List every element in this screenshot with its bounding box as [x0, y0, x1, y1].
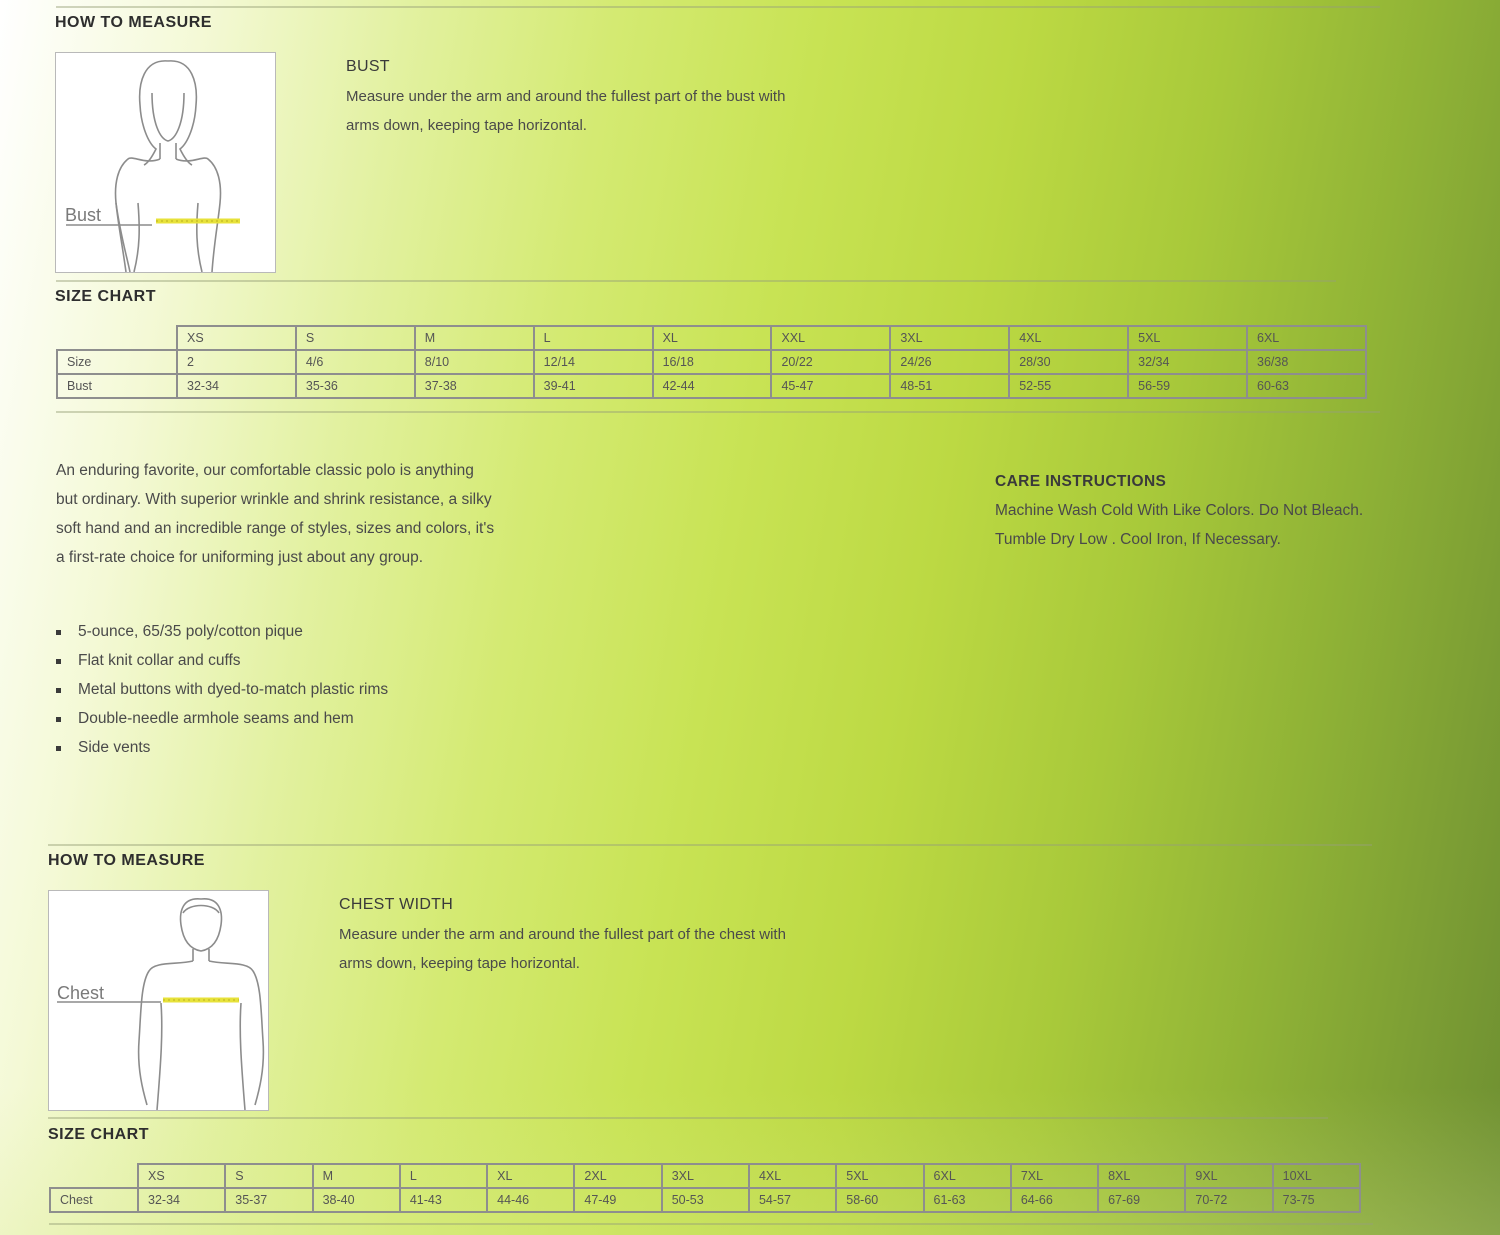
table-cell: 58-60 [836, 1188, 923, 1212]
divider [48, 844, 1372, 846]
table-row [57, 350, 1366, 374]
table-cell: 60-63 [1247, 374, 1366, 398]
how-to-measure-heading: HOW TO MEASURE [55, 14, 212, 31]
bust-measure-text: Measure under the arm and around the fullest part of the bust with arms down, keeping tape horizontal. [346, 88, 786, 134]
table-cell: 61-63 [924, 1188, 1011, 1212]
list-item: Side vents [56, 733, 388, 762]
table-cell: 4/6 [296, 350, 415, 374]
table-header-cell: M [313, 1164, 400, 1188]
table-cell: 8/10 [415, 350, 534, 374]
row-label: Chest [50, 1188, 138, 1212]
table-row [50, 1188, 1360, 1212]
table-header-cell: 10XL [1273, 1164, 1360, 1188]
table-header-cell: 4XL [749, 1164, 836, 1188]
men-size-chart-table [49, 1163, 1361, 1213]
table-cell: 2 [177, 350, 296, 374]
table-header-cell: 7XL [1011, 1164, 1098, 1188]
bust-measure-figure [55, 52, 276, 273]
divider [56, 411, 1380, 413]
bust-measure-title: BUST [346, 58, 390, 75]
divider [48, 1117, 1328, 1119]
table-header-cell: 9XL [1185, 1164, 1272, 1188]
row-label: Bust [57, 374, 177, 398]
list-item: Double-needle armhole seams and hem [56, 704, 388, 733]
table-cell: 16/18 [653, 350, 772, 374]
top-divider [56, 6, 1380, 8]
table-cell: 70-72 [1185, 1188, 1272, 1212]
table-cell: 67-69 [1098, 1188, 1185, 1212]
table-cell: 47-49 [574, 1188, 661, 1212]
table-cell: 24/26 [890, 350, 1009, 374]
care-line: Machine Wash Cold With Like Colors. Do Not Bleach. [995, 502, 1364, 519]
table-cell: 35-36 [296, 374, 415, 398]
table-cell: 39-41 [534, 374, 653, 398]
table-cell: 56-59 [1128, 374, 1247, 398]
table-corner-cell [57, 326, 177, 350]
chest-measure-figure [48, 890, 269, 1111]
care-line: Tumble Dry Low . Cool Iron, If Necessary. [995, 531, 1281, 548]
table-header-cell: 4XL [1009, 326, 1128, 350]
size-chart-heading: SIZE CHART [48, 1126, 149, 1143]
table-cell: 38-40 [313, 1188, 400, 1212]
table-header-cell: XS [177, 326, 296, 350]
table-cell: 20/22 [771, 350, 890, 374]
table-cell: 32-34 [138, 1188, 225, 1212]
table-cell: 52-55 [1009, 374, 1128, 398]
table-header-cell: XL [653, 326, 772, 350]
table-cell: 42-44 [653, 374, 772, 398]
table-cell: 44-46 [487, 1188, 574, 1212]
table-cell: 54-57 [749, 1188, 836, 1212]
table-cell: 48-51 [890, 374, 1009, 398]
divider [56, 280, 1336, 282]
table-header-cell: M [415, 326, 534, 350]
table-header-cell: 2XL [574, 1164, 661, 1188]
bust-label: Bust [65, 205, 102, 225]
female-figure-illustration [56, 53, 275, 272]
table-cell: 50-53 [662, 1188, 749, 1212]
chest-label: Chest [57, 983, 105, 1003]
table-header-cell: 5XL [1128, 326, 1247, 350]
table-cell: 45-47 [771, 374, 890, 398]
table-header-cell: 6XL [1247, 326, 1366, 350]
table-header-cell: XXL [771, 326, 890, 350]
women-size-chart-table [56, 325, 1367, 399]
table-header-cell: XS [138, 1164, 225, 1188]
product-description: An enduring favorite, our comfortable classic polo is anything but ordinary. With superior wrinkle and shrink resistance, a silky soft hand and an incredible range of styles, sizes and colors, it's a first-rate choice for uniforming just about any group. [56, 462, 495, 566]
table-cell: 36/38 [1247, 350, 1366, 374]
table-cell: 73-75 [1273, 1188, 1360, 1212]
table-header-cell: L [400, 1164, 487, 1188]
divider [49, 1223, 1373, 1225]
list-item: Metal buttons with dyed-to-match plastic rims [56, 675, 388, 704]
table-cell: 12/14 [534, 350, 653, 374]
table-header-cell: 5XL [836, 1164, 923, 1188]
table-header-cell: 3XL [890, 326, 1009, 350]
feature-list [56, 617, 388, 762]
table-cell: 64-66 [1011, 1188, 1098, 1212]
table-cell: 41-43 [400, 1188, 487, 1212]
chest-measure-title: CHEST WIDTH [339, 896, 454, 913]
care-instructions-heading: CARE INSTRUCTIONS [995, 473, 1167, 490]
table-corner-cell [50, 1164, 138, 1188]
table-cell: 32/34 [1128, 350, 1247, 374]
table-header-cell: S [296, 326, 415, 350]
table-cell: 35-37 [225, 1188, 312, 1212]
table-header-cell: L [534, 326, 653, 350]
table-row [57, 374, 1366, 398]
row-label: Size [57, 350, 177, 374]
how-to-measure-heading: HOW TO MEASURE [48, 852, 205, 869]
list-item: Flat knit collar and cuffs [56, 646, 388, 675]
care-instructions-text [995, 496, 1395, 554]
table-cell: 37-38 [415, 374, 534, 398]
chest-measure-text: Measure under the arm and around the fullest part of the chest with arms down, keeping tape horizontal. [339, 926, 786, 972]
list-item: 5-ounce, 65/35 poly/cotton pique [56, 617, 388, 646]
table-header-cell: XL [487, 1164, 574, 1188]
table-header-row [57, 326, 1366, 350]
table-cell: 32-34 [177, 374, 296, 398]
table-header-row [50, 1164, 1360, 1188]
table-header-cell: 6XL [924, 1164, 1011, 1188]
table-header-cell: S [225, 1164, 312, 1188]
table-header-cell: 8XL [1098, 1164, 1185, 1188]
table-header-cell: 3XL [662, 1164, 749, 1188]
table-cell: 28/30 [1009, 350, 1128, 374]
size-chart-heading: SIZE CHART [55, 288, 156, 305]
